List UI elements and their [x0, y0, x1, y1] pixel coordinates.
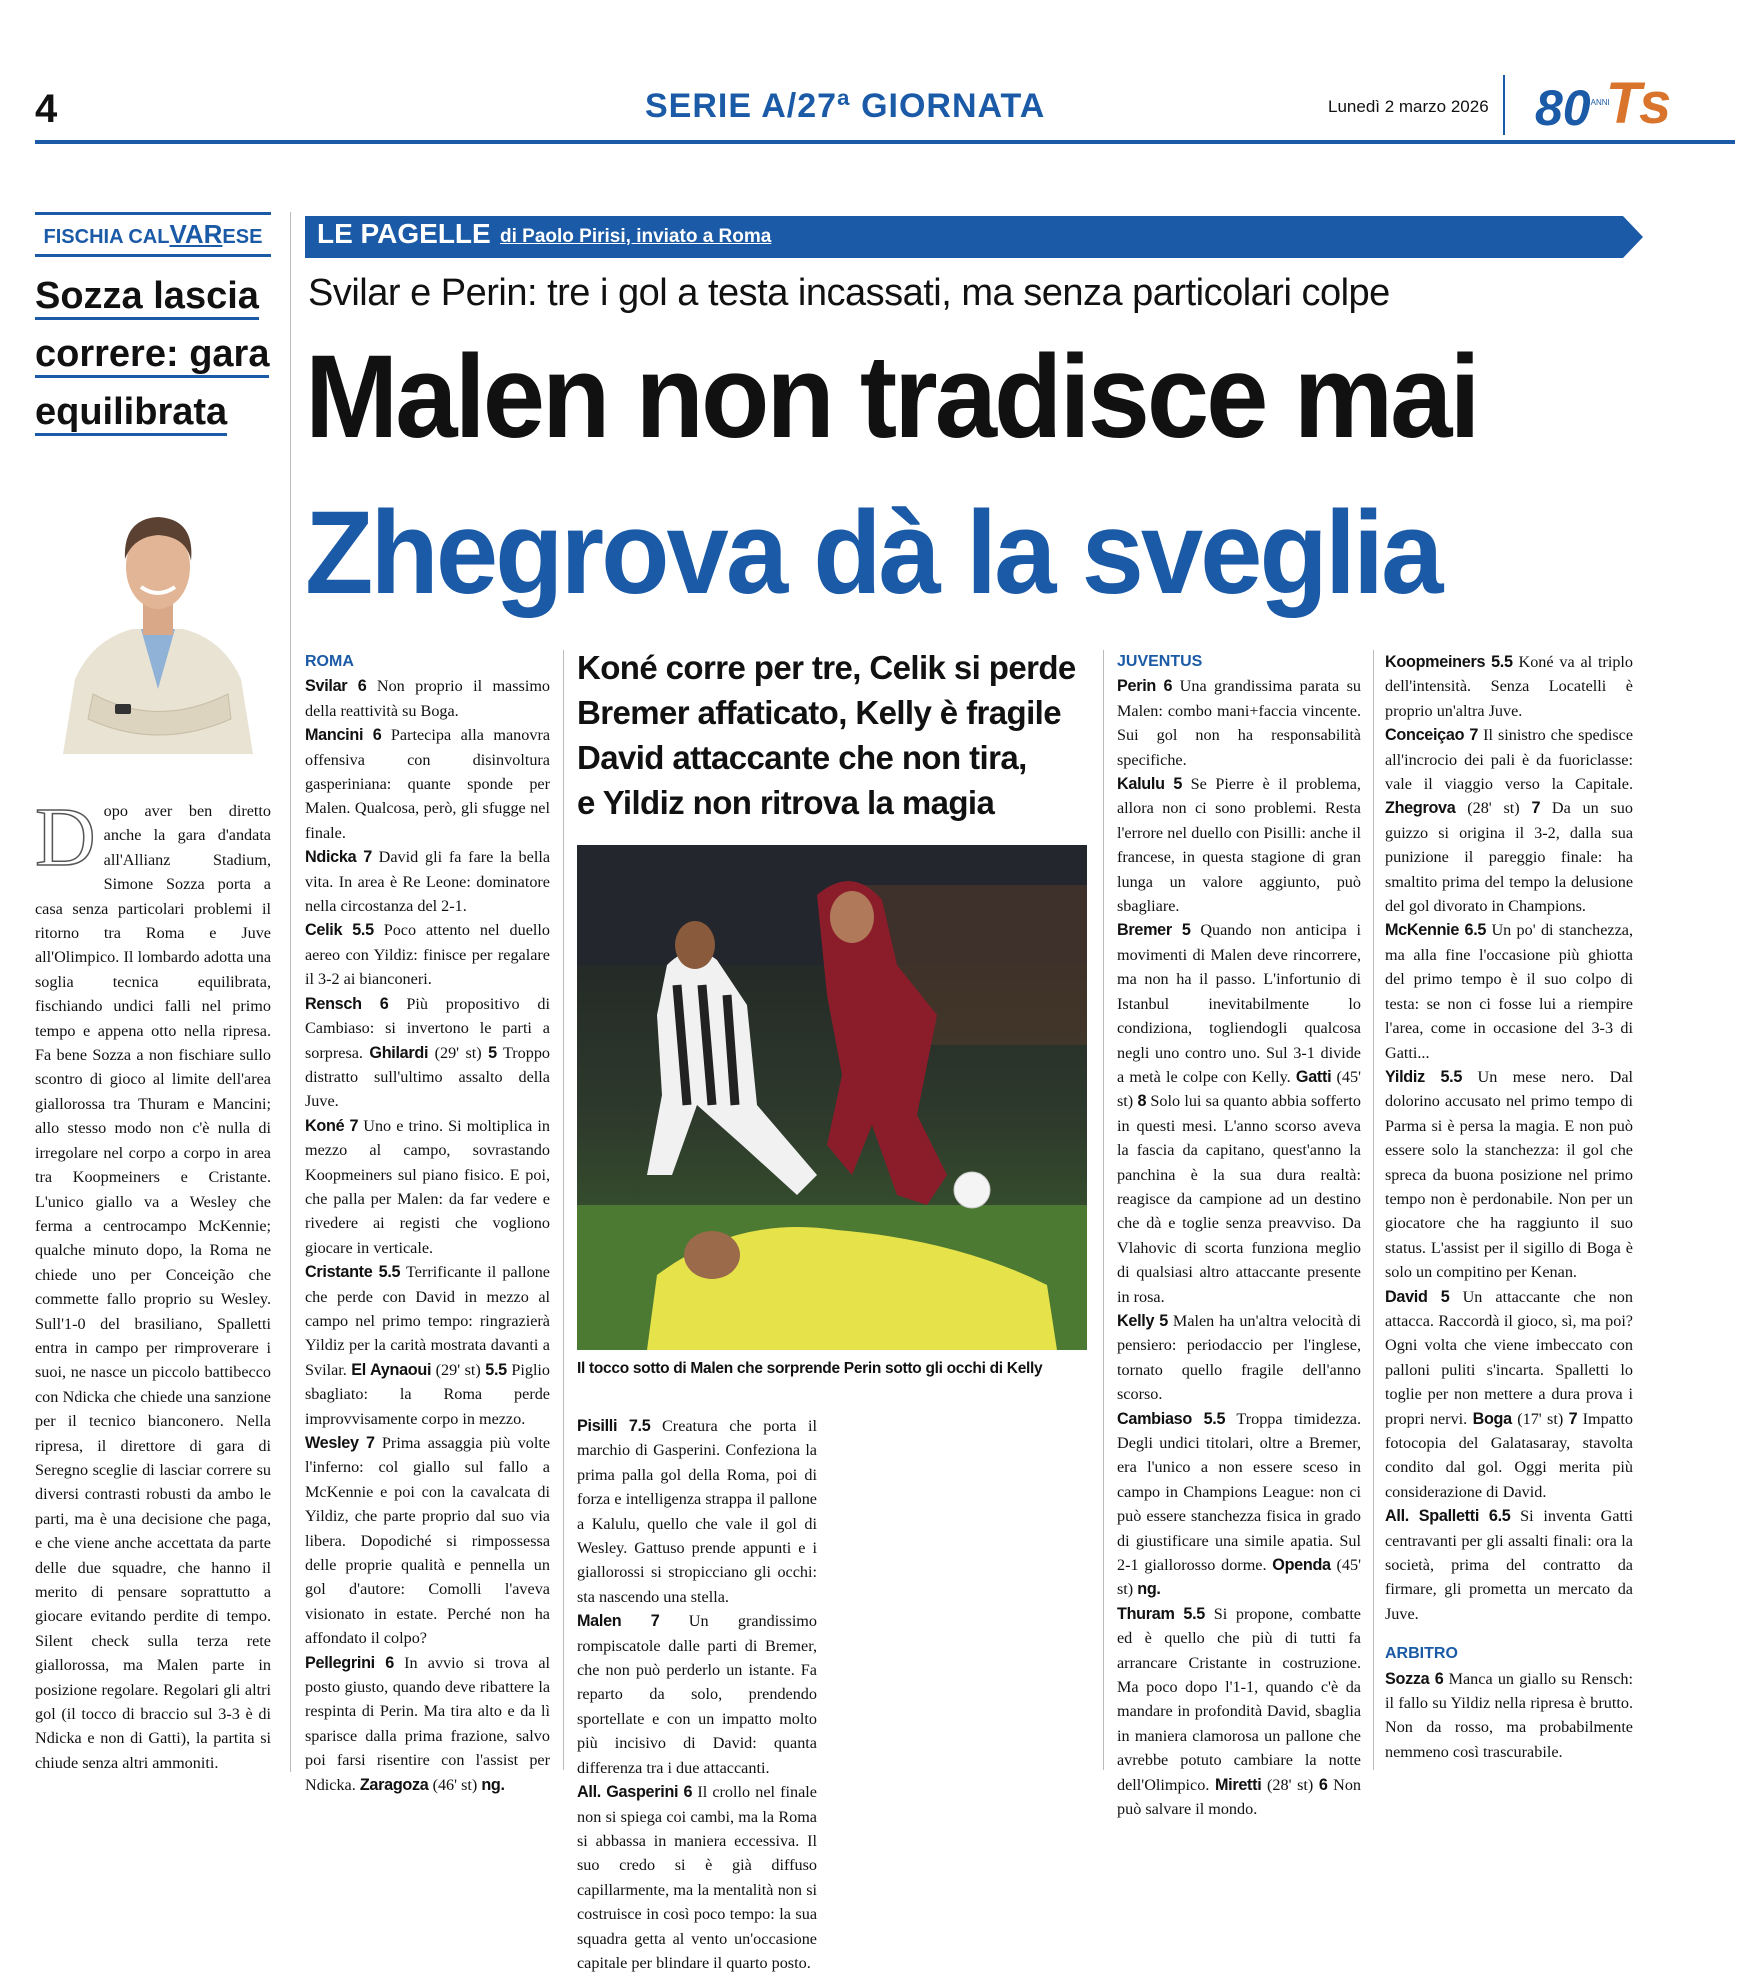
- player-rating: 6: [1318, 1775, 1328, 1794]
- rating-comment: Da un suo guizzo si origina il 3-2, dalla sua punizione il pareggio finale: ha smaltito prima del tempo la delusione del gol divorato in Champions.: [1385, 799, 1633, 916]
- rating-comment: Impatto fotocopia del Galatasaray, stavolta condito dal gol. Oggi merita più considerazione di David.: [1385, 1409, 1634, 1501]
- rating-entry: [1385, 1504, 1633, 1626]
- mid-headline-line: Koné corre per tre, Celik si perde: [577, 649, 1076, 686]
- var-column-label: [35, 212, 271, 257]
- rating-comment: Non proprio il massimo della reattività su Boga.: [305, 677, 551, 720]
- rating-entry: [1215, 1776, 1319, 1794]
- rating-comment: Più propositivo di Cambiaso: si invertono le parti a sorpresa.: [305, 994, 551, 1062]
- rating-entry: [369, 1044, 488, 1062]
- rating-entry: [305, 918, 550, 991]
- juventus-ratings: [1117, 650, 1361, 1822]
- player-rating: Boga: [1472, 1409, 1512, 1428]
- rating-entry: [1473, 1410, 1569, 1428]
- var-label-post: ESE: [222, 226, 263, 248]
- team-name: JUVENTUS: [1117, 653, 1203, 670]
- rating-entry: [351, 1361, 485, 1379]
- player-rating: Bremer 5: [1117, 921, 1191, 940]
- player-rating: Svilar 6: [305, 677, 367, 696]
- page-number: 4: [35, 87, 58, 131]
- photo-caption: Il tocco sotto di Malen che sorprende Perin sotto gli occhi di Kelly: [577, 1360, 1043, 1377]
- rating-entry: [1137, 1580, 1160, 1598]
- rating-comment: Un po' di stanchezza, ma alla fine l'occasione più ghiotta del primo tempo è il suo colpo di testa: se non ci fosse lui a riempire l'area, come in occasione del 3-3 di Gatti...: [1385, 921, 1633, 1062]
- rating-entry: [305, 674, 550, 723]
- rating-list: [577, 1414, 817, 1975]
- rating-comment: Uno e trino. Si moltiplica in mezzo al campo, sovrastando Koopmeiners sul piano fisico. E poi, che palla per Malen: da far vedere e rivedere ai registi che vogliono giocare in verticale.: [305, 1116, 550, 1257]
- rating-entry: [577, 1414, 817, 1609]
- player-rating: ng.: [481, 1775, 505, 1794]
- rating-comment: (17' st): [1517, 1409, 1564, 1428]
- player-rating: All. Spalletti 6.5: [1385, 1507, 1511, 1526]
- player-rating: Yildiz 5.5: [1385, 1067, 1463, 1086]
- mid-headline-line: David attaccante che non tira,: [577, 739, 1027, 776]
- player-rating: Wesley 7: [305, 1434, 375, 1452]
- player-rating: 7: [1531, 799, 1541, 818]
- header-divider: [1503, 75, 1505, 135]
- mid-headline-line: Bremer affaticato, Kelly è fragile: [577, 694, 1061, 731]
- player-rating: Miretti: [1214, 1775, 1262, 1794]
- page-header: [35, 71, 1735, 145]
- rating-entry: [305, 845, 550, 918]
- column-divider: [563, 650, 564, 1770]
- player-rating: 7: [1568, 1409, 1578, 1428]
- roma-ratings: [305, 650, 550, 1797]
- player-rating: Gatti: [1295, 1067, 1332, 1086]
- mid-headline: [577, 645, 1087, 825]
- player-rating: Celik 5.5: [305, 921, 374, 940]
- player-rating: Sozza 6: [1385, 1669, 1444, 1688]
- match-photo: [577, 845, 1087, 1350]
- rating-comment: Una grandissima parata su Malen: combo mani+faccia vincente. Sui gol non ha responsabilità specifiche.: [1117, 677, 1361, 769]
- juventus-ratings-continued: [1385, 650, 1633, 1764]
- player-rating: Ndicka 7: [305, 848, 372, 867]
- player-rating: Pisilli 7.5: [577, 1417, 651, 1435]
- rating-entry: [1385, 650, 1633, 723]
- rating-comment: Quando non anticipa i movimenti di Malen deve rincorrere, ma non ha il passo. L'infortunio di Istanbul inevitabilmente lo condiziona, togliendogli qualcosa negli uno contro uno. Sul 3-1 divide a metà le colpe con Kelly.: [1117, 921, 1361, 1086]
- rating-list: [1117, 674, 1361, 1821]
- rating-entry: [577, 1609, 817, 1780]
- player-rating: Koopmeiners 5.5: [1385, 653, 1513, 671]
- player-rating: All. Gasperini 6: [577, 1783, 693, 1802]
- var-column-headline: [35, 267, 271, 441]
- rating-comment: Un attaccante che non attacca. Raccordà il gioco, sì, ma poi? Ogni volta che viene imbeccato con palloni puliti s'incarta. Spalletti lo toglie per non mettere a dura prova i propri nervi.: [1385, 1287, 1633, 1428]
- rating-comment: (29' st): [434, 1043, 482, 1062]
- rating-comment: Troppo distratto sull'ultimo assalto della Juve.: [305, 1043, 551, 1111]
- var-label-pre: FISCHIA CAL: [43, 226, 170, 248]
- var-column-body: [35, 791, 271, 1775]
- rating-comment: Poco attento nel duello aereo con Yildiz: finisce per regalare il 3-2 ai bianconeri.: [305, 921, 550, 989]
- player-rating: ng.: [1137, 1580, 1161, 1599]
- article-subtitle: Svilar e Perin: tre i gol a testa incassati, ma senza particolari colpe: [308, 272, 1390, 314]
- rating-list: [1385, 650, 1633, 1626]
- player-rating: Malen 7: [577, 1612, 660, 1631]
- rating-comment: Koné va al triplo dell'intensità. Senza Locatelli è proprio un'altra Juve.: [1385, 653, 1634, 720]
- rating-comment: Si propone, combatte ed è quello che più di tutti fa arrancare Cristante in costruzione. Ma poco dopo l'1-1, quando c'è da mandare in profondità David, sbaglia in maniera clamorosa un pallone che avrebbe potuto cambiare la notte dell'Olimpico.: [1117, 1604, 1361, 1794]
- rating-comment: Troppa timidezza. Degli undici titolari, oltre a Bremer, era l'unico a non essere sceso in campo in Champions League: non ci può essere stanchezza fisica in grado di giustificare una simile apatia. Sul 2-1 giallorosso dorme.: [1117, 1409, 1362, 1575]
- rating-comment: Malen ha un'altra velocità di pensiero: periodaccio per l'inglese, tornato quello fragile dell'anno scorso.: [1117, 1311, 1361, 1404]
- rating-list: [305, 674, 550, 1797]
- drop-cap: D: [35, 791, 96, 884]
- rating-entry: [1117, 1309, 1361, 1407]
- rating-entry: [1117, 772, 1361, 918]
- var-body-text: opo aver ben diretto anche la gara d'andata all'Allianz Stadium, Simone Sozza porta a casa senza particolari problemi il ritorno tra Roma e Juve all'Olimpico. Il lombardo adotta una soglia tecnica equilibrata, fischiando undici falli nel primo tempo e appena otto nella ripresa. Fa bene Sozza a non fischiare sullo scontro di gioco al limite dell'area giallorossa tra Thuram e Mancini; allo stesso modo non c'è nulla di irregolare nel corpo a corpo in area tra Koopmeiners e Cristante. L'unico giallo va a Wesley che ferma a centrocampo McKennie; qualche minuto dopo, la Roma ne chiede uno per Conceição che commette fallo proprio su Wesley. Sull'1-0 del brasiliano, Spalletti entra in campo per rimproverare i suoi, ne nasce un piccolo battibecco con Ndicka che chiede una sanzione per il tecnico bianconero. Nella ripresa, il direttore di gara di Seregno sceglie di lasciar correre su diversi contrasti robusti da ambo le parti, ma è una decisione che paga, e che viene anche accettata da parte delle due squadre, che hanno il merito di pensare soprattutto a giocare evitando perdite di tempo. Silent check sulla terza rete giallorossa, ma Malen parte in posizione regolare. Regolari gli altri gol (il tocco di braccio sul 3-3 è di Ndicka e non di Gatti), la partita si chiude senza altri ammoniti.: [35, 802, 271, 1772]
- player-rating: Mancini 6: [305, 726, 382, 745]
- column-divider: [290, 212, 291, 1772]
- roma-ratings-continued: [577, 1414, 817, 1975]
- rating-comment: Prima assaggia più volte l'inferno: col giallo sul fallo a McKennie e poi con la cavalcata di Yildiz, che parte proprio dal suo via libera. Dopodiché si rimpossessa delle proprie qualità e pennella un gol d'autore: Comolli l'aveva visionato in estate. Perché non ha affondato il colpo?: [305, 1434, 551, 1648]
- logo-number: 80: [1535, 80, 1591, 136]
- rating-entry: [1385, 799, 1531, 817]
- rating-entry: [305, 992, 550, 1114]
- rating-comment: Non può salvare il mondo.: [1117, 1775, 1362, 1819]
- pagelle-title: LE PAGELLE: [317, 218, 491, 249]
- rating-entry: [305, 1431, 550, 1651]
- var-headline-line: Sozza lascia: [35, 275, 259, 320]
- pagelle-banner: [305, 216, 1643, 258]
- rating-comment: Si inventa Gatti centravanti per gli assalti finali: ora la società, prima del contratto da firmare, gli prometta un mercato da Juve.: [1385, 1507, 1634, 1623]
- rating-entry: [305, 1114, 550, 1260]
- headline-main: Malen non tradisce mai: [305, 330, 1478, 463]
- columnist-portrait: [53, 479, 263, 754]
- rating-entry: [305, 723, 550, 845]
- issue-date: Lunedì 2 marzo 2026: [1328, 97, 1489, 116]
- rating-comment: Il crollo nel finale non si spiega coi cambi, ma la Roma si abbassa in maniera eccessiva. Il suo credo si è già diffuso capillarmente, ma la mentalità non si costruisce in così poco tempo: la sua squadra getta al vento un'occasione capitale per blindare il quarto posto.: [577, 1783, 817, 1972]
- referee-rating: [1385, 1667, 1633, 1765]
- rating-entry: [1117, 1407, 1361, 1602]
- player-rating: Kelly 5: [1117, 1311, 1168, 1330]
- rating-comment: David gli fa fare la bella vita. In area è Re Leone: dominatore nella circostanza del 2-1.: [305, 848, 551, 916]
- player-rating: Koné 7: [305, 1116, 359, 1135]
- var-label-var: VAR: [169, 219, 223, 249]
- rating-entry: [1385, 1065, 1633, 1285]
- rating-entry: [305, 1260, 550, 1431]
- player-rating: 5.5: [485, 1360, 507, 1379]
- player-rating: Kalulu 5: [1117, 775, 1183, 794]
- rating-entry: [481, 1776, 504, 1794]
- team-name: ROMA: [305, 653, 354, 670]
- logo-letters: Ts: [1605, 71, 1672, 136]
- player-rating: Conceiçao 7: [1385, 726, 1479, 745]
- rating-comment: Piglio sbagliato: la Roma perde improvvisamente corpo in mezzo.: [305, 1360, 551, 1428]
- rating-entry: [577, 1780, 817, 1975]
- rating-entry: [1117, 918, 1361, 1309]
- rating-comment: (45' st): [1117, 1067, 1361, 1111]
- rating-entry: [1117, 1602, 1361, 1822]
- rating-entry: [360, 1776, 482, 1794]
- rating-comment: Manca un giallo su Rensch: il fallo su Yildiz nella ripresa è brutto. Non da rosso, ma probabilmente nemmeno così trascurabile.: [1385, 1669, 1633, 1761]
- var-headline-line: correre: gara: [35, 333, 269, 378]
- mid-headline-line: e Yildiz non ritrova la magia: [577, 784, 995, 821]
- player-rating: El Aynaoui: [351, 1360, 432, 1379]
- rating-entry: [1117, 1092, 1361, 1305]
- section-title: SERIE A/27ª GIORNATA: [645, 87, 1046, 125]
- headline-secondary: Zhegrova dà la sveglia: [305, 486, 1441, 619]
- rating-comment: Solo lui sa quanto abbia sofferto in questi mesi. L'anno scorso aveva la fascia da capitano, quest'anno la panchina è la sua dura realtà: reagisce da campione ad un destino che dà e toglie senza preavviso. Da Vlahovic di scorta funziona meglio di qualsiasi altro attaccante presente in rosa.: [1117, 1092, 1362, 1306]
- pagelle-author[interactable]: di Paolo Pirisi, inviato a Roma: [500, 226, 772, 247]
- var-column: [35, 212, 271, 1775]
- player-rating: Cambiaso 5.5: [1117, 1409, 1226, 1428]
- rating-comment: Terrificante il pallone che perde con David in mezzo al campo nel primo tempo: ringrazierà Yildiz per la carità mostrata davanti a Svilar.: [305, 1263, 550, 1379]
- rating-comment: In avvio si trova al posto giusto, quando deve ribattere la respinta di Perin. Ma tira alto e da lì sparisce dalla prima frazione, salvo poi farsi risentire con l'assist per Ndicka.: [305, 1653, 550, 1794]
- rating-comment: (28' st): [1467, 799, 1520, 818]
- rating-comment: (46' st): [432, 1775, 478, 1794]
- rating-comment: Partecipa alla manovra offensiva con disinvoltura gasperiniana: quante sponde per Malen. Qualcosa, però, gli sfugge nel finale.: [305, 726, 551, 842]
- header-rule: [35, 140, 1735, 144]
- player-rating: Openda: [1272, 1556, 1331, 1575]
- player-rating: Zaragoza: [359, 1775, 429, 1794]
- rating-comment: Un grandissimo rompiscatole dalle parti di Bremer, che non può perderlo un istante. Fa reparto da solo, prendendo sportellate e con un impatto molto più incisivo di David: quanta differenza tra i due attaccanti.: [577, 1612, 817, 1777]
- referee-label: ARBITRO: [1385, 1645, 1458, 1663]
- rating-entry: [1385, 723, 1633, 918]
- rating-entry: [1117, 674, 1361, 772]
- rating-entry: [305, 1651, 550, 1797]
- rating-entry: [1385, 1285, 1633, 1505]
- column-divider: [1103, 650, 1104, 1770]
- player-rating: Thuram 5.5: [1117, 1604, 1206, 1623]
- player-rating: 5: [488, 1043, 497, 1062]
- logo-anni: ANNI: [1590, 98, 1610, 107]
- rating-comment: Il sinistro che spedisce all'incrocio dei pali è da fuoriclasse: vale il viaggio verso la Capitale.: [1385, 726, 1634, 794]
- rating-entry: [1385, 918, 1633, 1064]
- player-rating: Cristante 5.5: [305, 1263, 401, 1282]
- rating-comment: Se Pierre è il problema, allora non ci sono problemi. Resta l'errore nel duello con Pisilli: anche il francese, in questa stagione di gran lunga un valore aggiunto, può sbagliare.: [1117, 775, 1361, 916]
- player-rating: McKennie 6.5: [1385, 921, 1487, 940]
- anniversary-logo: [1535, 67, 1671, 137]
- player-rating: 8: [1137, 1092, 1147, 1111]
- rating-comment: Un mese nero. Dal dolorino accusato nel primo tempo di Parma si è persa la magia. E non può essere solo la stanchezza: il gol che spreca da buona posizione nel primo tempo non è perdonabile. Non per un giocatore che ha raggiunto il suo status. L'assist per il sigillo di Boga è solo un compitino per Kenan.: [1385, 1067, 1634, 1282]
- player-rating: David 5: [1385, 1287, 1450, 1306]
- player-rating: Ghilardi: [369, 1043, 429, 1062]
- rating-entry: [1385, 1670, 1633, 1761]
- rating-comment: (29' st): [435, 1360, 481, 1379]
- player-rating: Zhegrova: [1385, 799, 1456, 818]
- rating-comment: (45' st): [1117, 1556, 1361, 1599]
- var-headline-line: equilibrata: [35, 391, 227, 436]
- player-rating: Rensch 6: [305, 994, 389, 1013]
- rating-comment: (28' st): [1267, 1775, 1314, 1794]
- rating-comment: Creatura che porta il marchio di Gasperini. Confeziona la prima palla gol della Roma, poi di forza e intelligenza strappa il pallone a Kalulu, quello che vale il gol di Wesley. Gattuso prende appunti e i giallorossi si stropicciano gli occhi: sta nascendo una stella.: [577, 1417, 817, 1606]
- player-rating: Pellegrini 6: [305, 1653, 394, 1672]
- column-divider: [1373, 650, 1374, 1770]
- player-rating: Perin 6: [1117, 677, 1173, 696]
